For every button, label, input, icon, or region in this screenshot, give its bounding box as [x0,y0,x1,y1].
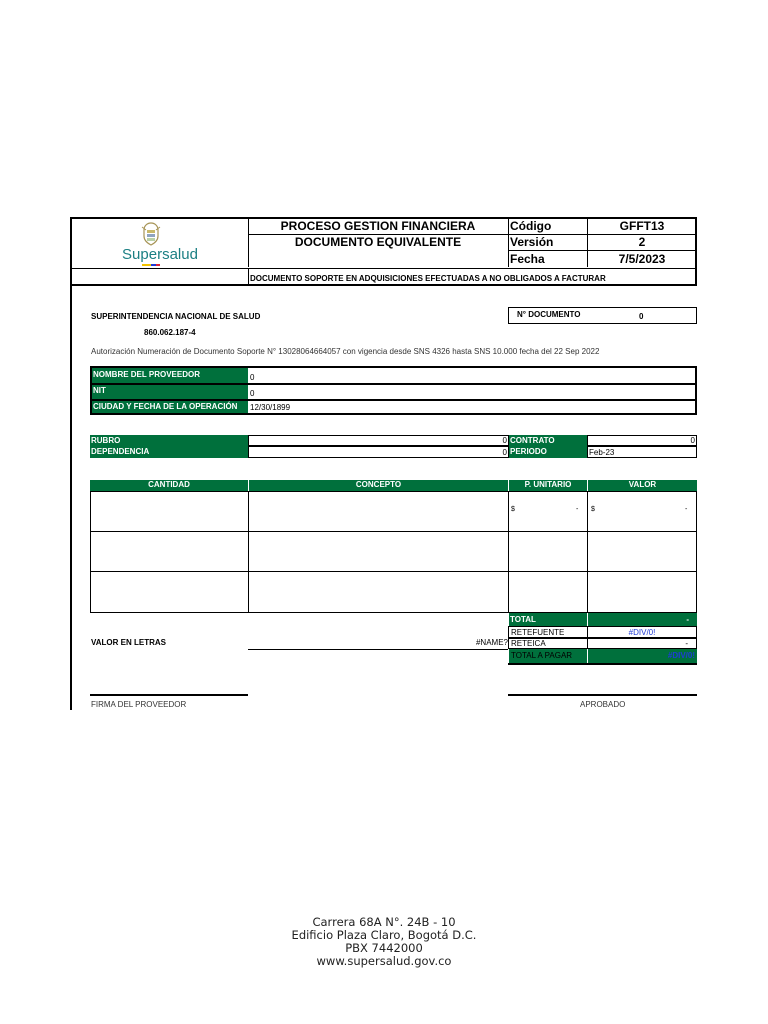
version-value: 2 [638,235,646,249]
document-subtitle: DOCUMENTO SOPORTE EN ADQUISICIONES EFECTUADAS A NO OBLIGADOS A FACTURAR [250,274,606,283]
total-value: - [588,613,697,626]
provider-nit-label: NIT [92,384,248,399]
total-pagar-label: TOTAL A PAGAR [509,649,587,663]
rubro-value: 0 [502,436,507,445]
reteica-label: RETEICA [508,638,588,649]
fecha-value: 7/5/2023 [618,252,666,266]
authorization-text: Autorización Numeración de Documento Soporte N° 13028064664057 con vigencia desde SNS 4326 hasta SNS 10.000 fecha del 22 Sep 2022 [91,347,600,356]
column-header-valor: VALOR [588,480,697,491]
unit-price-currency: $ [511,506,515,513]
valor-letras-value: #NAME? [475,638,508,647]
rubro-value-cell [248,435,509,446]
column-header-concepto: CONCEPTO [249,480,508,491]
footer-address [0,916,768,968]
column-header-cantidad: CANTIDAD [90,480,248,491]
entity-name: SUPERINTENDENCIA NACIONAL DE SALUD [91,312,261,321]
document-title: DOCUMENTO EQUIVALENTE [294,235,462,249]
provider-signature-label: FIRMA DEL PROVEEDOR [91,700,187,709]
process-title: PROCESO GESTION FINANCIERA [280,219,476,233]
periodo-label: PERIODO [509,446,587,458]
document-number-label: N° DOCUMENTO [517,310,581,319]
contrato-label: CONTRATO [509,435,587,446]
brand-name: Supersalud [122,246,198,263]
codigo-label: Código [510,219,552,233]
approved-signature-label: APROBADO [580,700,626,709]
unit-price-amount: - [576,506,579,513]
footer-website-link[interactable]: www.supersalud.gov.co [316,954,452,968]
retefuente-value: #DIV/0! [587,626,697,638]
document-number-box [508,307,697,324]
column-header-unit-price: P. UNITARIO [509,480,587,491]
periodo-value-cell [587,446,697,458]
provider-name-label: NOMBRE DEL PROVEEDOR [92,368,248,383]
total-label: TOTAL [509,613,587,626]
value-currency: $ [591,506,595,513]
coat-of-arms-icon [140,221,162,247]
provider-city-label: CIUDAD Y FECHA DE LA OPERACIÓN [92,400,248,413]
contrato-value: 0 [690,436,695,445]
dependencia-value-cell [248,446,509,458]
codigo-value: GFFT13 [619,219,665,233]
provider-nit-value: 0 [250,389,255,398]
valor-letras-label: VALOR EN LETRAS [91,638,166,647]
total-pagar-value: #DIV/0! [588,649,697,663]
contrato-value-cell [587,435,697,446]
retefuente-label: RETEFUENTE [508,626,588,638]
version-label: Versión [510,235,554,249]
entity-nit: 860.062.187-4 [144,328,196,337]
dependencia-label: DEPENDENCIA [90,446,248,458]
periodo-value: Feb-23 [589,448,615,457]
footer-line-3: PBX 7442000 [345,941,423,955]
footer-line-1: Carrera 68A N°. 24B - 10 [312,915,456,929]
logo [72,219,248,267]
fecha-label: Fecha [510,252,545,266]
document-number-value: 0 [639,312,644,321]
provider-name-value: 0 [250,373,255,382]
provider-city-value: 12/30/1899 [250,403,291,412]
footer-line-2: Edificio Plaza Claro, Bogotá D.C. [291,928,477,942]
value-amount: - [685,506,688,513]
items-table-body [90,491,697,613]
rubro-label: RUBRO [90,435,248,446]
flag-stripe [142,264,160,266]
reteica-value: - [587,638,697,649]
dependencia-value: 0 [502,448,507,457]
